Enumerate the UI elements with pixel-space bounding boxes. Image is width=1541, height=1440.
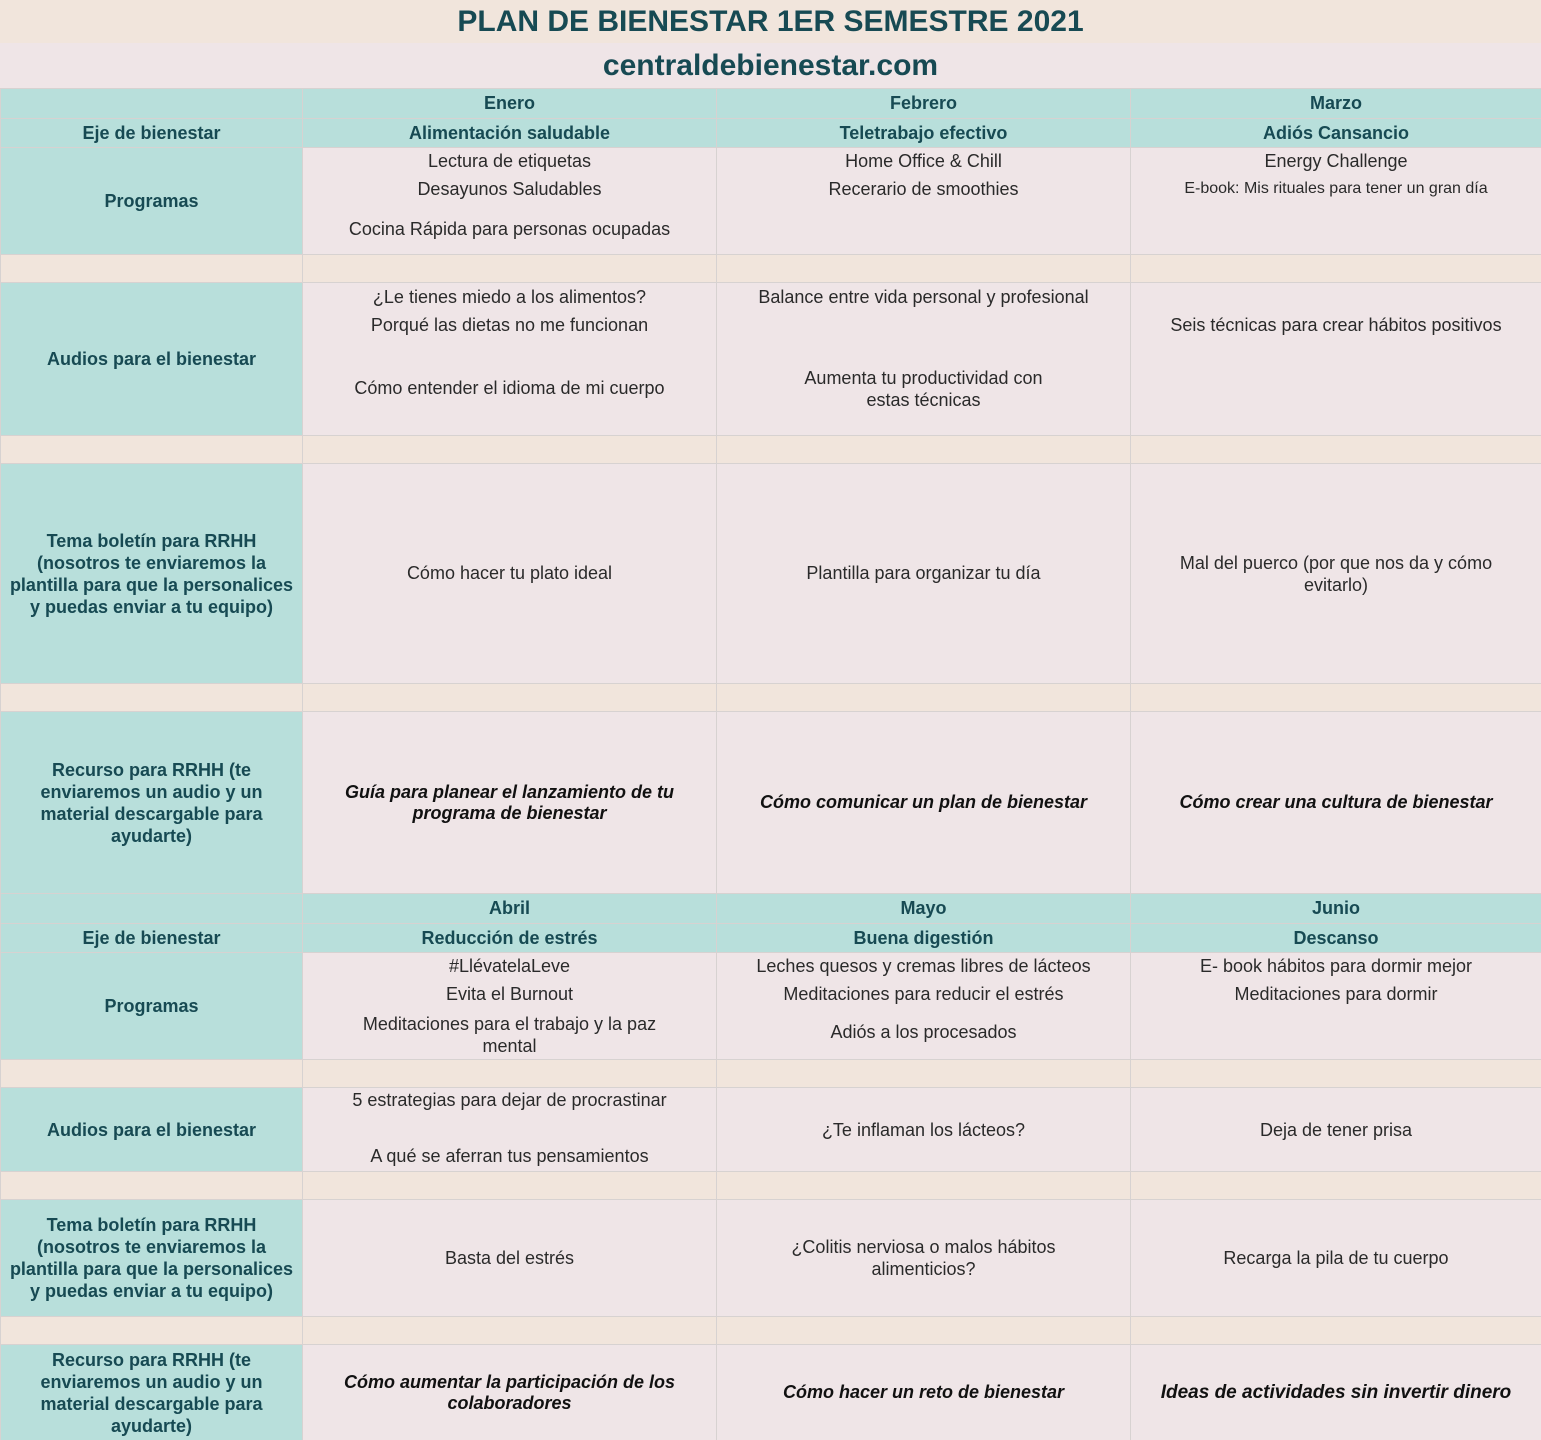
row-label-recurso: Recurso para RRHH (te enviaremos un audio y un material descargable para ayudarte) (1, 712, 303, 894)
spacer-row (1, 255, 1541, 283)
empty-header-cell (1, 894, 303, 924)
audios-cell (717, 1088, 1131, 1172)
spacer (717, 1317, 1131, 1345)
audio-item: Aumenta tu productividad con estas técnicas (804, 368, 1043, 410)
spacer (1131, 436, 1541, 464)
spacer (1131, 255, 1541, 283)
audio-item: 5 estrategias para dejar de procrastinar (352, 1090, 667, 1110)
row-label-boletin: Tema boletín para RRHH (nosotros te enviaremos la plantilla para que la personalices y puedas enviar a tu equipo) (1, 464, 303, 684)
row-label-programas: Programas (1, 953, 303, 1060)
boletin-cell: Plantilla para organizar tu día (717, 464, 1131, 684)
spacer (1, 1317, 303, 1345)
audios-row (1, 1088, 1541, 1172)
empty-header-cell (1, 89, 303, 119)
spacer (1131, 1172, 1541, 1200)
spacer (717, 1172, 1131, 1200)
boletin-cell: Recarga la pila de tu cuerpo (1131, 1200, 1541, 1317)
programas-cell (717, 148, 1131, 255)
program-item: Meditaciones para reducir el estrés (783, 984, 1064, 1004)
program-item: Home Office & Chill (845, 151, 1002, 171)
program-item: E- book hábitos para dormir mejor (1199, 956, 1473, 976)
program-item: Meditaciones para dormir (1234, 984, 1438, 1004)
programas-cell (717, 953, 1131, 1060)
programas-row (1, 953, 1541, 1060)
spacer (1, 436, 303, 464)
boletin-cell: ¿Colitis nerviosa o malos hábitos alimenticios? (717, 1200, 1131, 1317)
program-item: #LlévatelaLeve (448, 956, 571, 976)
spacer (1, 1172, 303, 1200)
row-label-programas: Programas (1, 148, 303, 255)
row-label-recurso: Recurso para RRHH (te enviaremos un audio y un material descargable para ayudarte) (1, 1345, 303, 1440)
programas-cell (1131, 953, 1541, 1060)
boletin-row (1, 1200, 1541, 1317)
boletin-row (1, 464, 1541, 684)
boletin-cell: Mal del puerco (por que nos da y cómo evitarlo) (1131, 464, 1541, 684)
spacer (1, 255, 303, 283)
audio-item: ¿Le tienes miedo a los alimentos? (372, 287, 647, 307)
eje-value: Descanso (1131, 924, 1541, 953)
month-name: Mayo (717, 894, 1131, 924)
program-item: E-book: Mis rituales para tener un gran día (1184, 180, 1488, 197)
month-name: Marzo (1131, 89, 1541, 119)
spacer-row (1, 1172, 1541, 1200)
boletin-cell: Basta del estrés (303, 1200, 717, 1317)
row-label-boletin: Tema boletín para RRHH (nosotros te enviaremos la plantilla para que la personalices y puedas enviar a tu equipo) (1, 1200, 303, 1317)
program-item: Adiós a los procesados (830, 1022, 1017, 1042)
spacer (303, 1172, 717, 1200)
audios-cell (303, 1088, 717, 1172)
row-label-audios: Audios para el bienestar (1, 283, 303, 436)
audios-cell (303, 283, 717, 436)
spacer (1131, 1060, 1541, 1088)
eje-value: Alimentación saludable (303, 119, 717, 148)
row-label-eje: Eje de bienestar (1, 119, 303, 148)
programas-row (1, 148, 1541, 255)
audio-item: Porqué las dietas no me funcionan (370, 315, 649, 335)
program-item: Evita el Burnout (445, 984, 574, 1004)
month-name: Junio (1131, 894, 1541, 924)
recurso-cell: Cómo aumentar la participación de los colaboradores (303, 1345, 717, 1440)
recurso-cell: Ideas de actividades sin invertir dinero (1131, 1345, 1541, 1440)
programas-cell (303, 953, 717, 1060)
plan-table-semester-part-2 (0, 893, 1541, 1440)
spacer (1131, 684, 1541, 712)
program-item: Energy Challenge (1264, 151, 1408, 171)
spacer-row (1, 1317, 1541, 1345)
program-item: Leches quesos y cremas libres de lácteos (756, 956, 1091, 976)
audio-item: Balance entre vida personal y profesional (758, 287, 1089, 307)
month-header-row (1, 89, 1541, 119)
programas-cell (303, 148, 717, 255)
spacer (303, 255, 717, 283)
site-name: centraldebienestar.com (0, 43, 1541, 88)
program-item: Meditaciones para el trabajo y la paz mental (362, 1014, 657, 1056)
spacer (717, 436, 1131, 464)
audio-item: Seis técnicas para crear hábitos positivos (1170, 315, 1502, 335)
eje-value: Reducción de estrés (303, 924, 717, 953)
row-label-audios: Audios para el bienestar (1, 1088, 303, 1172)
recurso-cell: Cómo crear una cultura de bienestar (1131, 712, 1541, 894)
programas-cell (1131, 148, 1541, 255)
spacer (717, 255, 1131, 283)
spacer (1, 1060, 303, 1088)
month-name: Abril (303, 894, 717, 924)
audios-row (1, 283, 1541, 436)
spacer (303, 1317, 717, 1345)
eje-row (1, 924, 1541, 953)
program-item: Desayunos Saludables (417, 179, 602, 199)
eje-value: Adiós Cansancio (1131, 119, 1541, 148)
spacer (717, 684, 1131, 712)
audios-cell (1131, 1088, 1541, 1172)
audios-cell (717, 283, 1131, 436)
spacer (1, 684, 303, 712)
recurso-cell: Cómo comunicar un plan de bienestar (717, 712, 1131, 894)
month-name: Enero (303, 89, 717, 119)
spacer (303, 436, 717, 464)
recurso-cell: Guía para planear el lanzamiento de tu programa de bienestar (303, 712, 717, 894)
audio-item: ¿Te inflaman los lácteos? (821, 1119, 1026, 1140)
audio-item: Deja de tener prisa (1259, 1119, 1413, 1140)
program-item: Cocina Rápida para personas ocupadas (348, 219, 671, 239)
audio-item: Cómo entender el idioma de mi cuerpo (354, 378, 665, 398)
recurso-row (1, 1345, 1541, 1440)
page-title: PLAN DE BIENESTAR 1ER SEMESTRE 2021 (0, 0, 1541, 43)
eje-value: Buena digestión (717, 924, 1131, 953)
audio-item: A qué se aferran tus pensamientos (370, 1146, 649, 1166)
spacer-row (1, 1060, 1541, 1088)
audios-cell (1131, 283, 1541, 436)
boletin-cell: Cómo hacer tu plato ideal (303, 464, 717, 684)
spacer (303, 684, 717, 712)
month-name: Febrero (717, 89, 1131, 119)
plan-table-semester-part-1 (0, 88, 1541, 894)
spacer-row (1, 436, 1541, 464)
spacer (303, 1060, 717, 1088)
row-label-eje: Eje de bienestar (1, 924, 303, 953)
program-item: Lectura de etiquetas (427, 151, 592, 171)
spacer (717, 1060, 1131, 1088)
eje-value: Teletrabajo efectivo (717, 119, 1131, 148)
recurso-cell: Cómo hacer un reto de bienestar (717, 1345, 1131, 1440)
recurso-row (1, 712, 1541, 894)
eje-row (1, 119, 1541, 148)
program-item: Recerario de smoothies (828, 179, 1019, 199)
spacer (1131, 1317, 1541, 1345)
spacer-row (1, 684, 1541, 712)
month-header-row (1, 894, 1541, 924)
